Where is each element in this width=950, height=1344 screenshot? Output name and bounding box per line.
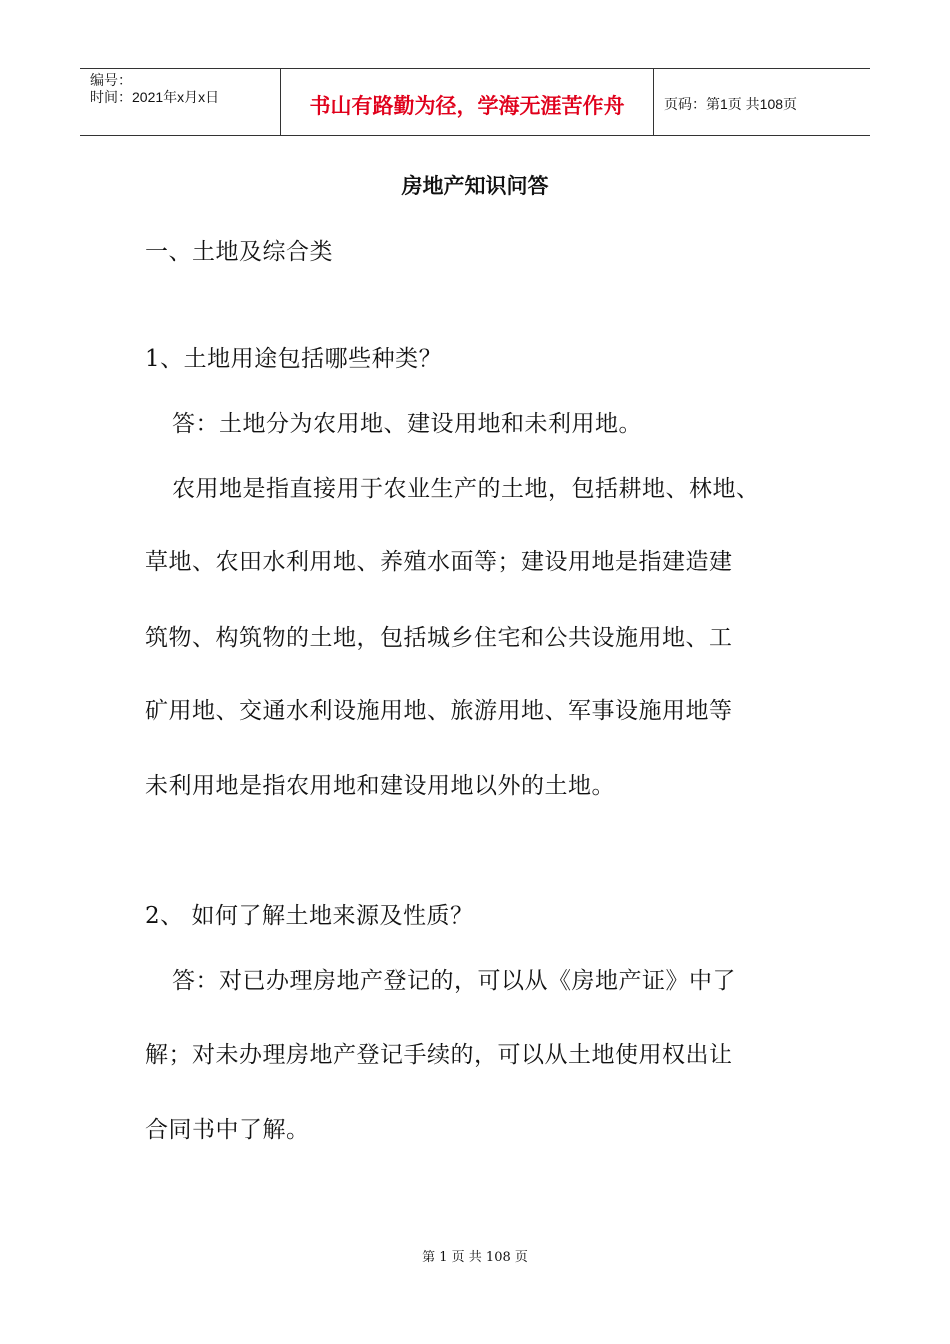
header-meta	[80, 69, 281, 135]
question-1: 1、土地用途包括哪些种类？	[145, 346, 443, 372]
document-number-label: 编号：	[90, 72, 132, 88]
section-heading: 一、土地及综合类	[145, 239, 333, 265]
paragraph-line: 未利用地是指农用地和建设用地以外的土地。	[145, 773, 615, 799]
answer-2-intro: 答：对已办理房地产登记的，可以从《房地产证》中了	[172, 968, 736, 994]
question-2: 2、 如何了解土地来源及性质？	[145, 903, 474, 929]
document-date-label: 时间：2021年x月x日	[90, 89, 220, 105]
paragraph-line: 农用地是指直接用于农业生产的土地，包括耕地、林地、	[172, 476, 760, 502]
page-footer: 第 1 页 共 108 页	[422, 1250, 528, 1265]
paragraph-line: 合同书中了解。	[145, 1117, 310, 1143]
document-title: 房地产知识问答	[401, 174, 549, 198]
paragraph-line: 解；对未办理房地产登记手续的，可以从土地使用权出让	[145, 1042, 733, 1068]
header-page-info: 页码：第1页 共108页	[664, 96, 798, 112]
paragraph-line: 筑物、构筑物的土地，包括城乡住宅和公共设施用地、工	[145, 625, 733, 651]
answer-1-intro: 答：土地分为农用地、建设用地和未利用地。	[172, 411, 642, 437]
header-motto: 书山有路勤为径，学海无涯苦作舟	[281, 69, 654, 135]
paragraph-line: 草地、农田水利用地、养殖水面等；建设用地是指建造建	[145, 549, 733, 575]
paragraph-line: 矿用地、交通水利设施用地、旅游用地、军事设施用地等	[145, 698, 733, 724]
page-header	[80, 68, 870, 136]
